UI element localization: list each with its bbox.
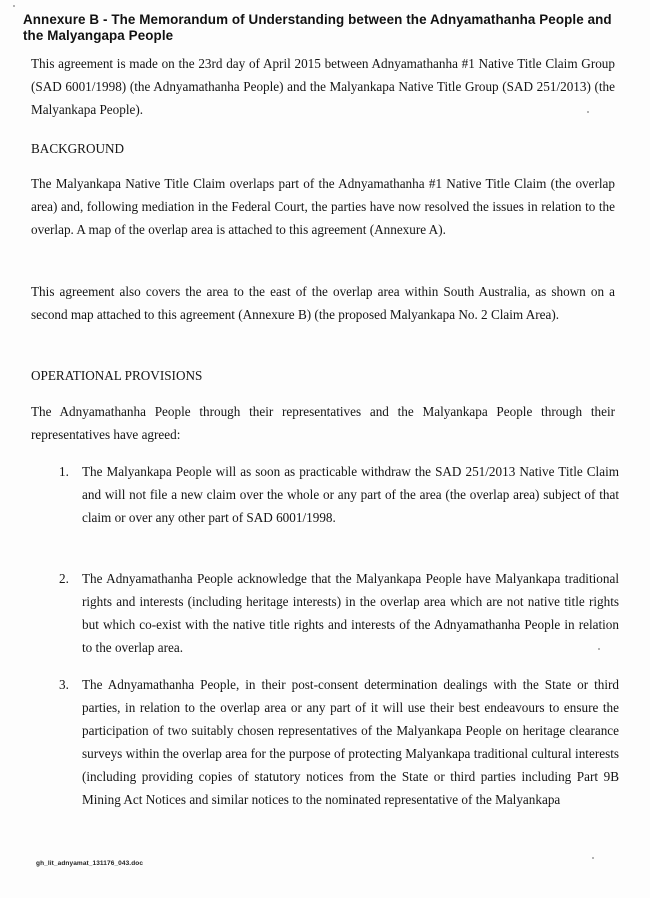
- document-heading: Annexure B - The Memorandum of Understanding between the Adnyamathanha People and the Malyangapa People: [23, 12, 612, 43]
- scan-speck: [13, 5, 15, 7]
- scan-speck: [592, 857, 594, 859]
- provision-text: The Adnyamathanha People, in their post-consent determination dealings with the State or third parties, in relation to the overlap area or any part of it will use their best endeavours to ensure the participation of two suitably chosen representatives of the Malyankapa People on heritage clearance surveys within the overlap area for the purpose of protecting Malyankapa traditional cultural interests (including providing copies of statutory notices from the State or third parties including Part 9B Mining Act Notices and similar notices to the nominated representative of the Malyankapa: [82, 677, 619, 807]
- scan-speck: [598, 648, 600, 650]
- provision-text: The Malyankapa People will as soon as practicable withdraw the SAD 251/2013 Native Title Claim and will not file a new claim over the whole or any part of the area (the overlap area) subject of that claim or over any other part of SAD 6001/1998.: [82, 464, 619, 525]
- background-paragraph-1: The Malyankapa Native Title Claim overlaps part of the Adnyamathanha #1 Native Title Claim (the overlap area) and, following mediation in the Federal Court, the parties have now resolved the issues in relation to the overlap. A map of the overlap area is attached to this agreement (Annexure A).: [31, 176, 615, 237]
- intro-paragraph: This agreement is made on the 23rd day of April 2015 between Adnyamathanha #1 Native Title Claim Group (SAD 6001/1998) (the Adnyamathanha People) and the Malyankapa Native Title Group (SAD 251/2013) (the Malyankapa People).: [31, 56, 615, 117]
- provision-text: The Adnyamathanha People acknowledge that the Malyankapa People have Malyankapa traditional rights and interests (including heritage interests) in the overlap area which are not native title rights but which co-exist with the native title rights and interests of the Adnyamathanha People in relation to the overlap area.: [82, 571, 619, 655]
- provision-number: 1.: [59, 464, 69, 479]
- file-reference-footer: gh_lit_adnyamat_131176_043.doc: [36, 860, 144, 867]
- provision-item-2: [59, 567, 619, 659]
- provision-number: 3.: [59, 677, 69, 692]
- background-paragraph-2: This agreement also covers the area to the east of the overlap area within South Australia, as shown on a second map attached to this agreement (Annexure B) (the proposed Malyankapa No. 2 Claim Area).: [31, 284, 615, 322]
- scan-speck: [587, 111, 589, 113]
- operational-intro: The Adnyamathanha People through their representatives and the Malyankapa People through their representatives have agreed:: [31, 404, 615, 442]
- background-title: BACKGROUND: [31, 141, 125, 156]
- operational-title: OPERATIONAL PROVISIONS: [31, 368, 203, 383]
- provision-item-1: [59, 460, 619, 529]
- provision-item-3: [59, 673, 619, 811]
- provision-number: 2.: [59, 571, 69, 586]
